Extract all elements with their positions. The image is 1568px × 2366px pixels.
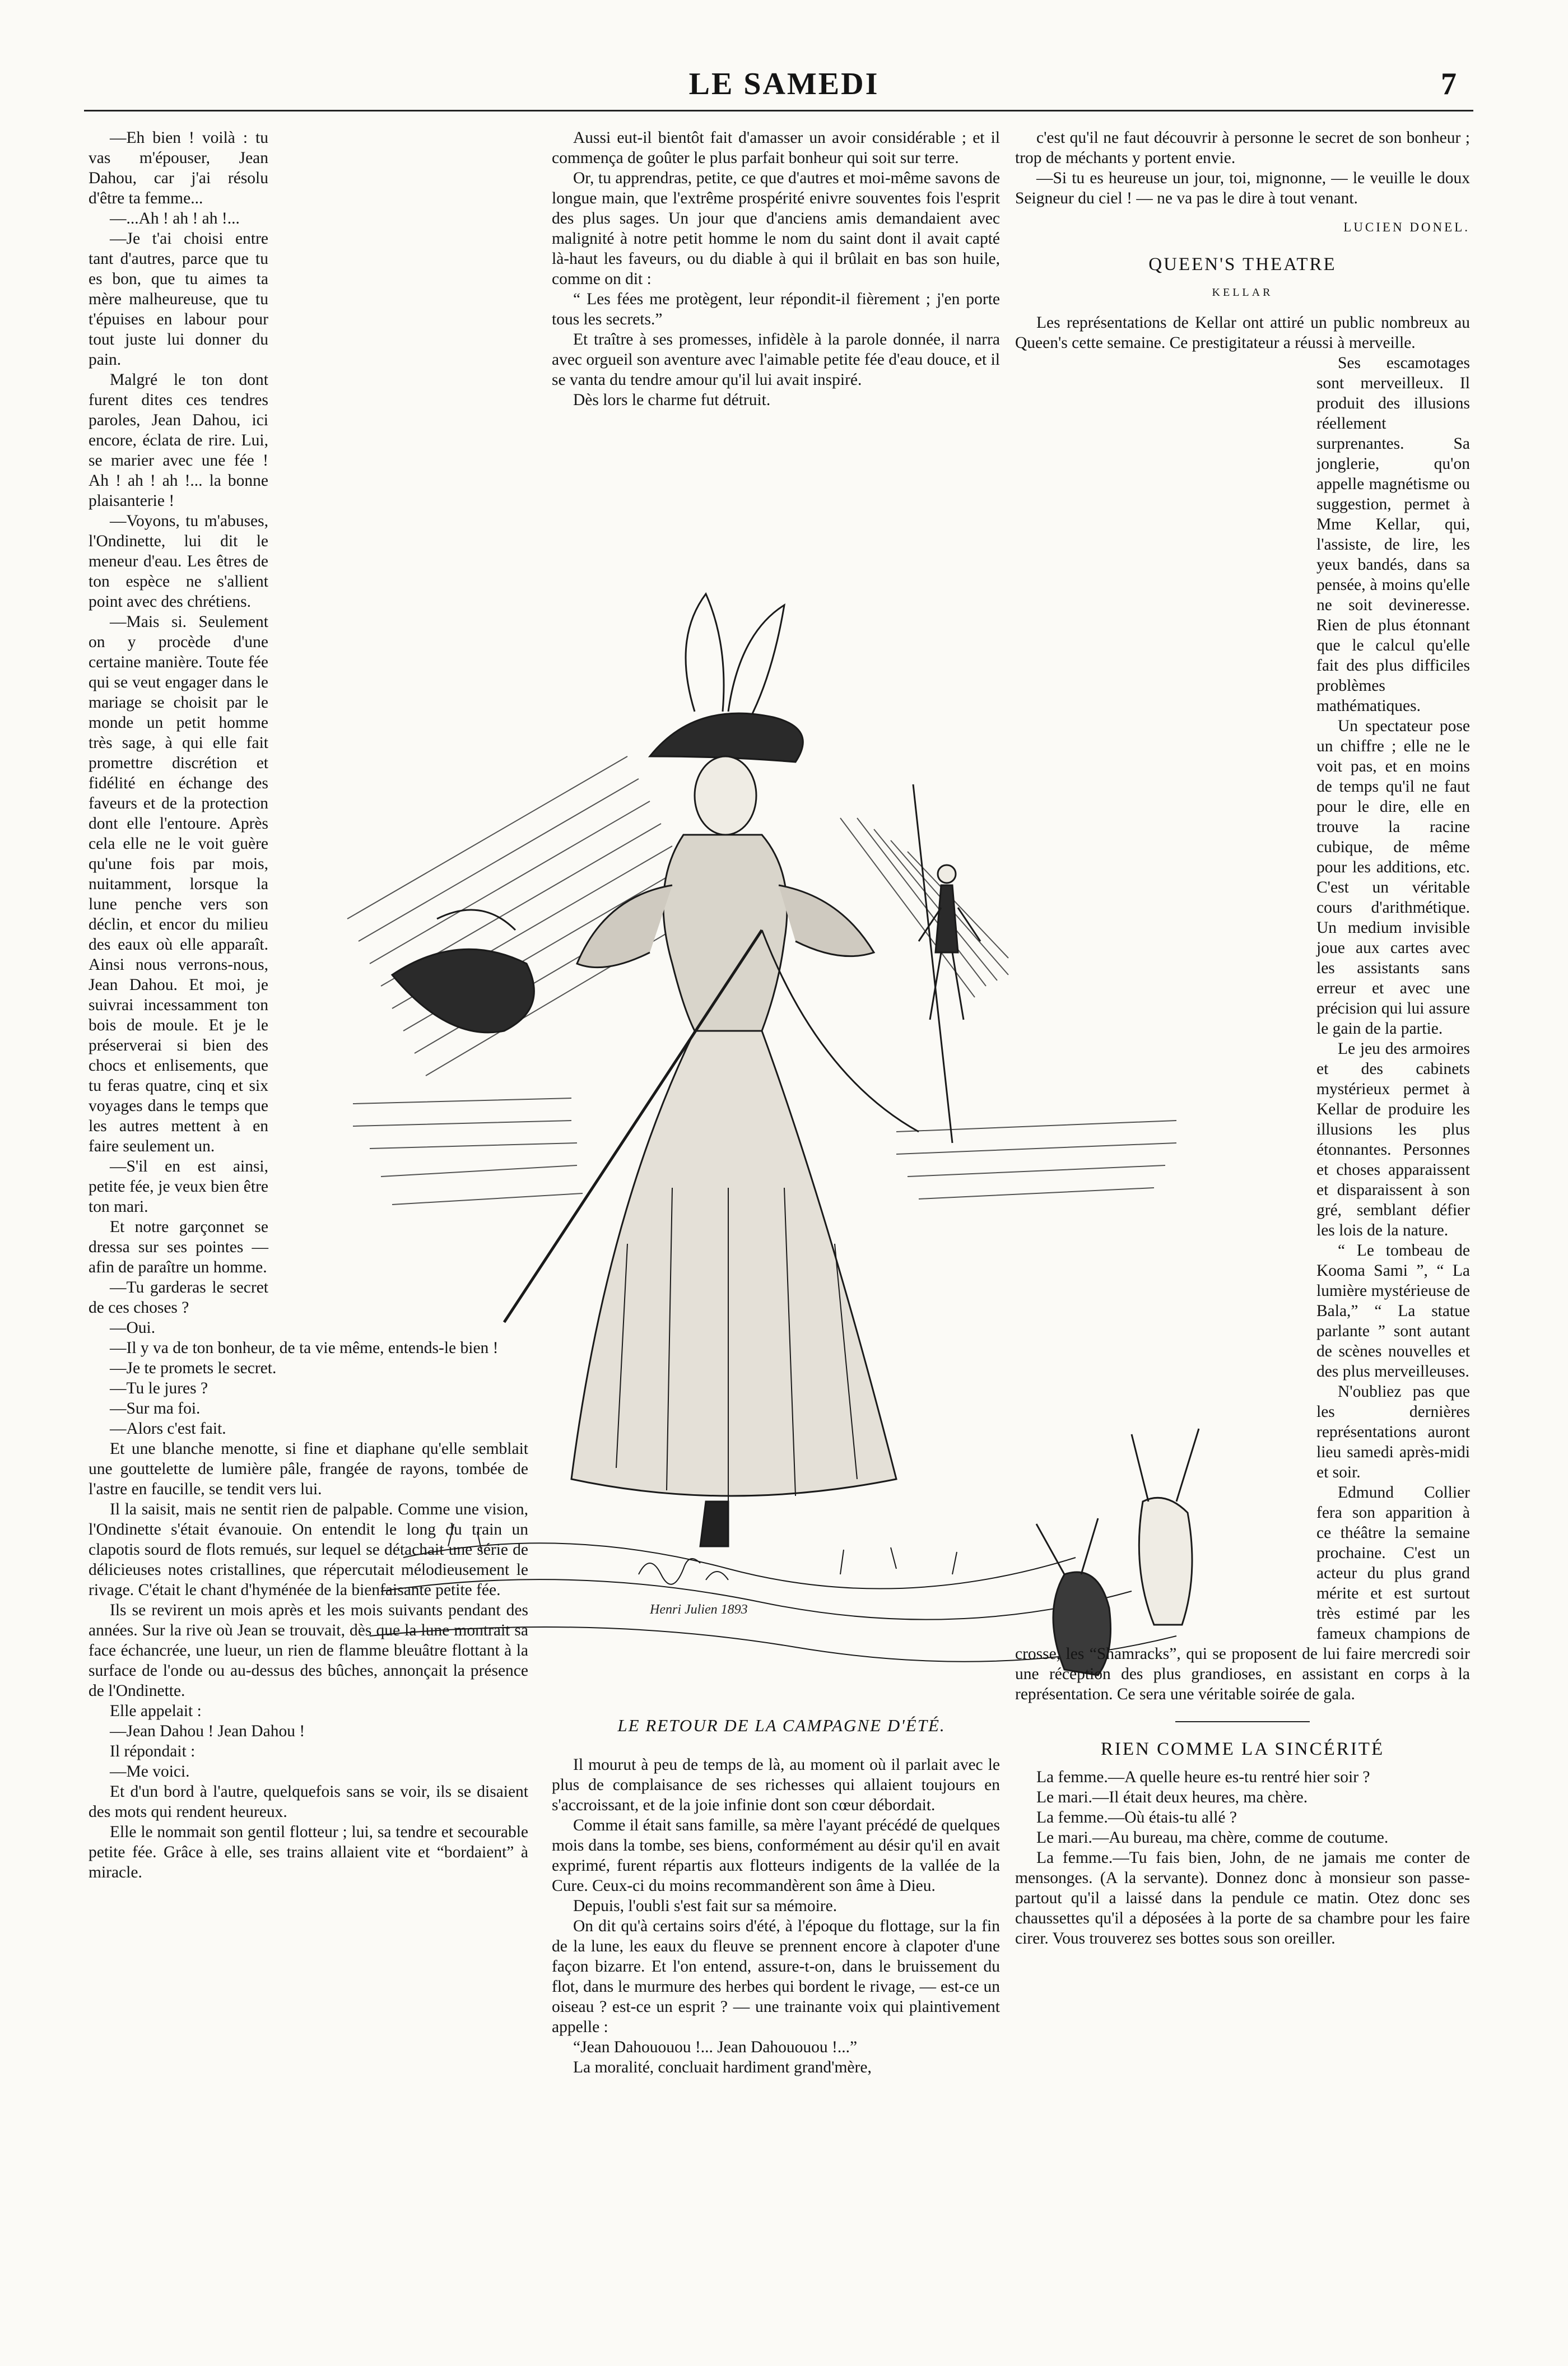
story-paragraph: —Mais si. Seulement on y procède d'une certaine manière. Toute fée qui se veut engager dans le mariage se choisit par le monde un petit homme très sage, à qui elle fait promettre discrétion et fidélité en échange des faveurs et de la protection dont elle l'entoure. Après cela elle ne le voit guère qu'une fois par mois, nuitamment, lorsque la lune penche vers son déclin, et encor du milieu des eaux où elle apparaît. Ainsi nous verrons-nous, Jean Dahou. Et moi, je suivrai incessamment ton bois de moule. Et je le préserverai si bien des chocs et enlisements, que tu feras quatre, cinq et six voyages dans le temps que les autres mettent à en faire seulement un. [89,613,268,1155]
story-paragraph: Et d'un bord à l'autre, quelquefois sans se voir, ils se disaient des mots qui rendent heureux. [89,1783,528,1821]
dialogue-paragraph: La femme.—A quelle heure es-tu rentré hier soir ? [1036,1768,1370,1786]
theatre-article [1015,313,1470,1704]
section-heading-queens-theatre: QUEEN'S THEATRE [1148,254,1337,275]
dialogue-paragraph: Le mari.—Au bureau, ma chère, comme de coutume. [1036,1829,1389,1847]
story-paragraph: —Me voici. [110,1763,190,1781]
story-paragraph: —Eh bien ! voilà : tu vas m'épouser, Jean Dahou, car j'ai résolu d'être ta femme... [89,129,268,207]
dress [571,835,896,1502]
boot-left [700,1502,728,1546]
story-paragraph: —Alors c'est fait. [110,1420,226,1438]
header-rule [84,110,1473,111]
story-paragraph: Malgré le ton dont furent dites ces tendres paroles, Jean Dahou, ici encore, éclata de rire. Lui, se marier avec une fée ! Ah ! ah ! ah !... la bonne plaisanterie ! [89,371,268,510]
theatre-paragraph: Un spectateur pose un chiffre ; elle ne le voit pas, et en moins de temps qu'il ne faut pour le dire, elle en trouve la racine cubique, de même pour les additions, etc. C'est un véritable cours d'arithmétique. Un medium invisible joue aux cartes avec les assistants sans erreur et avec une précision qui lui assure le gain de la partie. [1316,717,1470,1038]
story-paragraph: —Je t'ai choisi entre tant d'autres, parce que tu es bon, que tu aimes ta mère malheureuse, que tu t'épuises en labour pour tout juste lui donner du pain. [89,230,268,369]
story-paragraph: —Tu garderas le secret de ces choses ? [89,1279,268,1317]
face [695,756,756,835]
story-paragraph: Or, tu apprendras, petite, ce que d'autres et moi-même savons de longue main, que l'extrême prospérité enivre souventes fois l'esprit des plus sages. Un jour que d'anciens amis demandaient avec malignité à notre petit homme le nom du saint dont il avait capté là-haut les faveurs, ou du diable à qui il brûlait en bas son huile, comme on dit : [552,169,1000,288]
dialogue-paragraph: Le mari.—Il était deux heures, ma chère. [1036,1788,1308,1806]
story-paragraph: c'est qu'il ne faut découvrir à personne le secret de son bonheur ; trop de méchants y portent envie. [1015,129,1470,167]
column-2-bottom [552,1755,1000,2077]
section-subheading-kellar: KELLAR [1212,286,1273,299]
story-author-signature: LUCIEN DONEL. [1343,220,1470,234]
theatre-paragraph: N'oubliez pas que les dernières représentations auront lieu samedi après-midi et soir. [1316,1383,1470,1481]
puppet-on-stick [913,784,980,1143]
story-paragraph: Il la saisit, mais ne sentit rien de palpable. Comme une vision, l'Ondinette s'était évanouie. On entendit le long du train un clapotis sourd de flots remués, sur lequel se détachait une série de délicieuses notes cristallines, que répercutait mélodieusement le rivage. C'était le chant d'hyménée de la bienfaisante petite fée. [89,1500,528,1599]
story-paragraph: Comme il était sans famille, sa mère l'ayant précédé de quelques mois dans la tombe, ses biens, conformément au désir qu'il en avait exprimé, furent répartis aux flotteurs indigents de la vallée de la Cure. Ceux-ci du moins recommandèrent son âme à Dieu. [552,1816,1000,1895]
theatre-paragraph: “ Le tombeau de Kooma Sami ”, “ La lumière mystérieuse de Bala,” “ La statue parlante ” sont autant de scènes nouvelles et des plus merveilleuses. [1316,1242,1470,1380]
story-paragraph: Il répondait : [110,1742,196,1760]
section-divider [1175,1721,1310,1722]
story-paragraph: On dit qu'à certains soirs d'été, à l'époque du flottage, sur la fin de la lune, les eaux du fleuve se prennent encore à clapoter d'une façon bizarre. Et l'on entend, assure-t-on, dans le bruissement du flot, dans le murmure des herbes qui bordent le rivage, — est-ce un oiseau ? est-ce un esprit ? — une trainante voix qui plaintivement appelle : [552,1917,1000,2036]
theatre-paragraph: Le jeu des armoires et des cabinets mystérieux permet à Kellar de produire les illusions les plus étonnantes. Personnes et choses apparaissent et disparaissent à son gré, semblant défier les lois de la nature. [1316,1040,1470,1239]
story-paragraph: —Il y va de ton bonheur, de ta vie même, entends-le bien ! [110,1339,499,1357]
theatre-paragraph: Les représentations de Kellar ont attiré un public nombreux au Queen's cette semaine. Ce prestigitateur a réussi à merveille. [1015,314,1470,352]
story-paragraph: La moralité, concluait hardiment grand'mère, [573,2058,872,2076]
artist-signature-mark [639,1559,728,1584]
theatre-paragraph: Ses escamotages sont merveilleux. Il produit des illusions réellement surprenantes. Sa jonglerie, qu'on appelle magnétisme ou suggestion, permet à Mme Kellar, qui, l'assiste, de lire, les yeux bandés, dans sa pensée, à moins qu'elle ne soit devineresse. Rien de plus étonnant que le calcul qu'elle fait des plus difficiles problèmes mathématiques. [1316,354,1470,715]
story-paragraph: Ils se revirent un mois après et les mois suivants pendant des années. Sur la rive où Jean se trouvait, dès que la lune montrait sa face échancrée, une lueur, un rien de flamme bleuâtre flottant à la surface de l'onde ou au-dessus des bûches, annonçait la présence de l'Ondinette. [89,1601,528,1700]
column-3 [1015,128,1470,1949]
artist-signature: Henri Julien 1893 [650,1602,748,1617]
feathered-hat [650,594,803,762]
story-paragraph: Elle le nommait son gentil flotteur ; lui, sa tendre et secourable petite fée. Grâce à elle, ses trains allaient vite et “bordaient” à miracle. [89,1823,528,1881]
story-paragraph: “ Les fées me protègent, leur répondit-il fièrement ; j'en porte tous les secrets.” [552,290,1000,328]
story-paragraph: Et traître à ses promesses, infidèle à la parole donnée, il narra avec orgueil son aventure avec l'aimable petite fée d'eau douce, et il se vanta du tendre amour qu'il lui avait inspiré. [552,331,1000,389]
dialogue-paragraph: La femme.—Où étais-tu allé ? [1036,1809,1237,1826]
story-paragraph: Aussi eut-il bientôt fait d'amasser un avoir considérable ; et il commença de goûter le plus parfait bonheur qui soit sur terre. [552,129,1000,167]
story-paragraph: —Si tu es heureuse un jour, toi, mignonne, — le veuille le doux Seigneur du ciel ! — ne va pas le dire à tout venant. [1015,169,1470,207]
story-paragraph: —...Ah ! ah ! ah !... [110,210,240,227]
newspaper-title: LE SAMEDI [688,67,880,101]
story-paragraph: Et une blanche menotte, si fine et diaphane qu'elle semblait une gouttelette de lumière pâle, frangée de rayons, tombée de l'astre en faucille, se tendit vers lui. [89,1440,528,1498]
story-paragraph: —Tu le jures ? [110,1379,208,1397]
story-paragraph: —Je te promets le secret. [110,1359,277,1377]
illustration-caption: LE RETOUR DE LA CAMPAGNE D'ÉTÉ. [617,1716,946,1735]
illustration-wrap-area [1015,353,1312,1636]
story-paragraph: Il mourut à peu de temps de là, au moment où il parlait avec le plus de complaisance de ses richesses qui allaient toujours en s'accroissant, et de la joie infinie dont son cœur débordait. [552,1756,1000,1814]
story-paragraph: —Sur ma foi. [110,1400,201,1417]
story-paragraph: Et notre garçonnet se dressa sur ses pointes — afin de paraître un homme. [89,1218,268,1276]
story-paragraph: —Voyons, tu m'abuses, l'Ondinette, lui dit le meneur d'eau. Les êtres de ton espèce ne s'allient point avec des chrétiens. [89,512,268,611]
story-paragraph: Elle appelait : [110,1702,202,1720]
story-paragraph: —Jean Dahou ! Jean Dahou ! [110,1722,305,1740]
section-heading-sincerite: RIEN COMME LA SINCÉRITÉ [1100,1739,1385,1759]
dialogue-paragraph: La femme.—Tu fais bien, John, de ne jamais me conter de mensonges. (A la servante). Donnez donc à monsieur son passe-partout qu'il a laissé dans la pendule ce matin. Otez donc ses chaussettes qu'il a déposées à la porte de sa chambre pour les faire cirer. Vous trouverez ses bottes sous son oreiller. [1015,1849,1470,1947]
column-2-top [552,128,1000,410]
story-paragraph: —Oui. [110,1319,156,1337]
page-number: 7 [1441,67,1457,101]
hat-in-hand [392,910,534,1033]
story-paragraph: Depuis, l'oubli s'est fait sur sa mémoire. [573,1897,837,1915]
story-paragraph: Dès lors le charme fut détruit. [573,391,771,409]
story-paragraph: —S'il en est ainsi, petite fée, je veux bien être ton mari. [89,1158,268,1216]
theatre-paragraph: Edmund Collier fera son apparition à ce théâtre la semaine prochaine. C'est un acteur du plus grand mérite et est surtout très estimé par les fameux champions de crosse, les “Shamracks”, qui se proposent de lui faire mercredi soir une réception des plus grandioses, en assistant en corps à la représentation. Ce sera une véritable soirée de gala. [1015,1484,1470,1703]
story-paragraph: “Jean Dahououou !... Jean Dahououou !...” [573,2038,858,2056]
